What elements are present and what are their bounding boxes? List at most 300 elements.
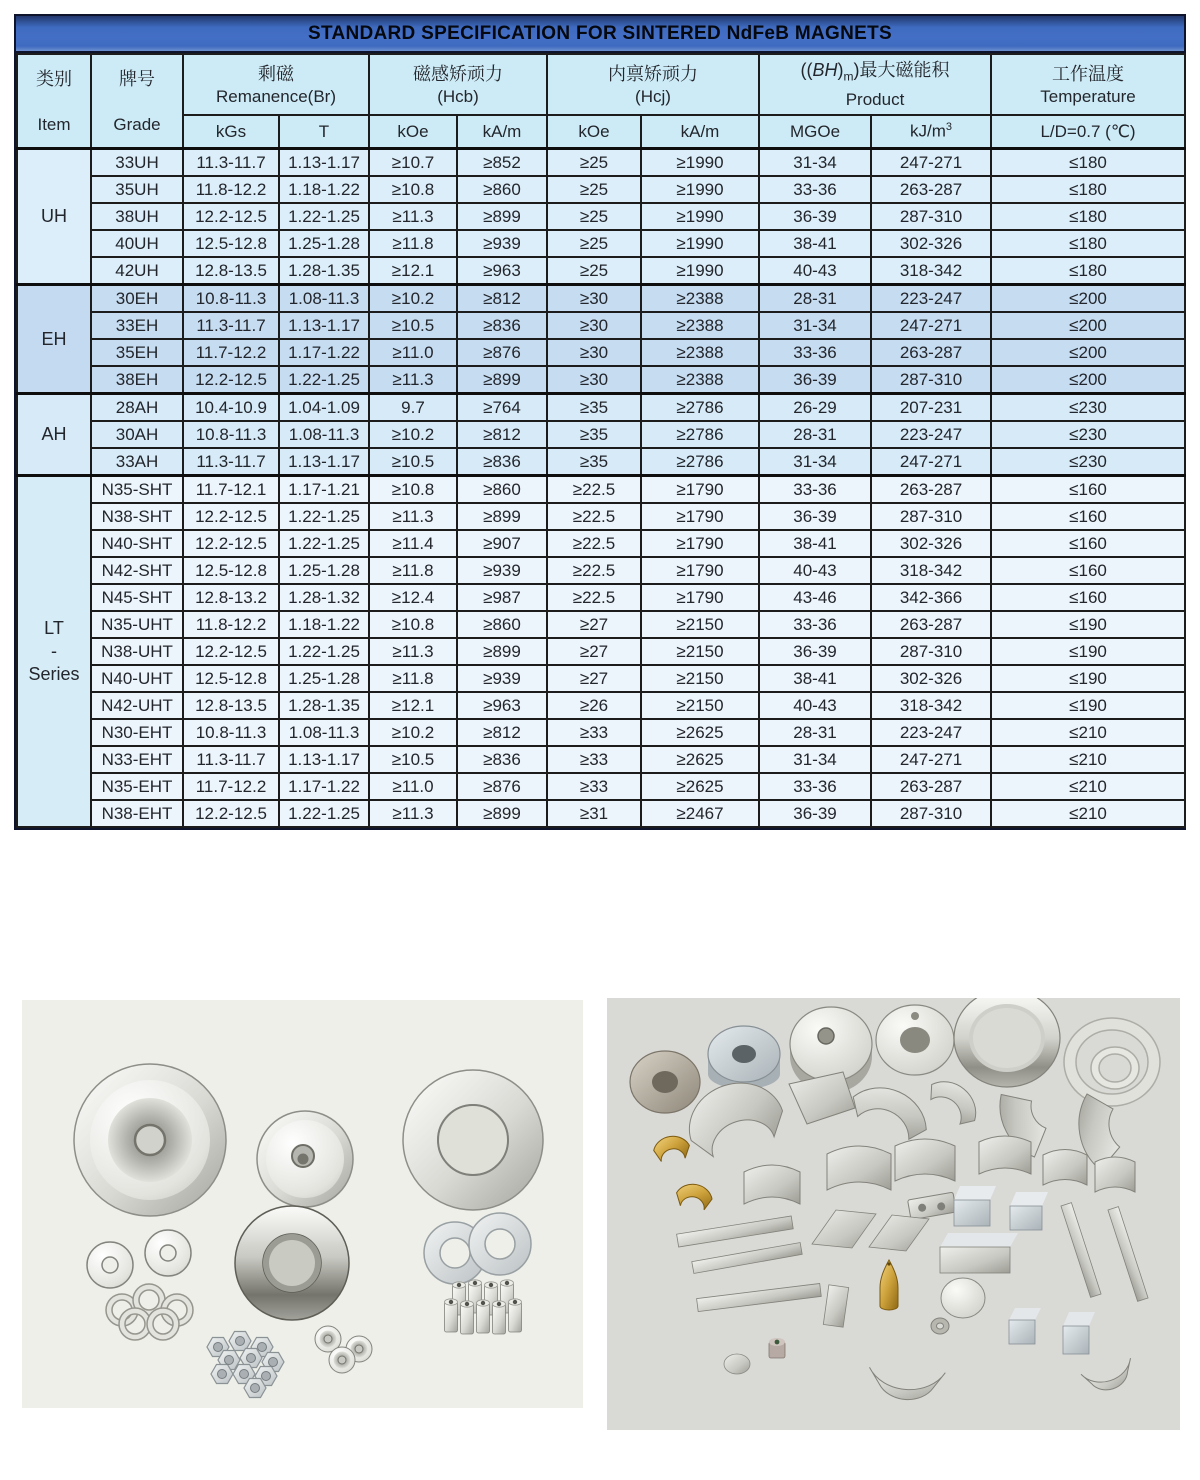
table-row <box>17 638 1185 665</box>
value-cell: ≥10.2 <box>369 421 457 448</box>
table-row <box>17 394 1185 422</box>
value-cell: ≥10.2 <box>369 285 457 313</box>
grade-cell: 33EH <box>91 312 183 339</box>
value-cell: ≥31 <box>547 800 641 827</box>
value-cell: 1.25-1.28 <box>279 665 369 692</box>
value-cell: ≥2625 <box>641 746 759 773</box>
value-cell: 36-39 <box>759 503 871 530</box>
value-cell: ≥1790 <box>641 503 759 530</box>
col-header-grade <box>91 54 183 149</box>
value-cell: ≥860 <box>457 611 547 638</box>
value-cell: ≥10.8 <box>369 611 457 638</box>
value-cell: 207-231 <box>871 394 991 422</box>
grade-cell: N35-UHT <box>91 611 183 638</box>
grade-cell: 28AH <box>91 394 183 422</box>
table-row <box>17 800 1185 827</box>
value-cell: ≥25 <box>547 230 641 257</box>
value-cell: ≤160 <box>991 476 1185 504</box>
round-nickel-magnets-illustration <box>22 1000 583 1408</box>
value-cell: ≤160 <box>991 503 1185 530</box>
value-cell: 318-342 <box>871 557 991 584</box>
value-cell: ≥2467 <box>641 800 759 827</box>
value-cell: 12.2-12.5 <box>183 203 279 230</box>
grade-cell: 40UH <box>91 230 183 257</box>
value-cell: ≥25 <box>547 149 641 177</box>
value-cell: ≥939 <box>457 230 547 257</box>
value-cell: 12.2-12.5 <box>183 800 279 827</box>
value-cell: 36-39 <box>759 366 871 394</box>
value-cell: 36-39 <box>759 800 871 827</box>
value-cell: 11.8-12.2 <box>183 176 279 203</box>
grade-header-cn: 牌号 <box>119 68 155 89</box>
value-cell: 263-287 <box>871 476 991 504</box>
value-cell: ≤200 <box>991 285 1185 313</box>
value-cell: 12.8-13.5 <box>183 692 279 719</box>
value-cell: ≥10.5 <box>369 746 457 773</box>
value-cell: 263-287 <box>871 773 991 800</box>
value-cell: ≥812 <box>457 285 547 313</box>
value-cell: 287-310 <box>871 203 991 230</box>
value-cell: 287-310 <box>871 366 991 394</box>
value-cell: ≥860 <box>457 476 547 504</box>
value-cell: ≥860 <box>457 176 547 203</box>
value-cell: ≤160 <box>991 584 1185 611</box>
spec-table <box>16 53 1186 828</box>
value-cell: 11.7-12.1 <box>183 476 279 504</box>
value-cell: 1.13-1.17 <box>279 746 369 773</box>
value-cell: 1.18-1.22 <box>279 176 369 203</box>
value-cell: ≥899 <box>457 366 547 394</box>
countersunk-magnet-large <box>74 1064 226 1216</box>
cube-block-a <box>954 1186 996 1226</box>
value-cell: 11.3-11.7 <box>183 746 279 773</box>
table-row <box>17 773 1185 800</box>
value-cell: ≥11.3 <box>369 503 457 530</box>
value-cell: 1.22-1.25 <box>279 530 369 557</box>
value-cell: ≥2625 <box>641 773 759 800</box>
group-label-uh: UH <box>17 149 91 285</box>
value-cell: 247-271 <box>871 312 991 339</box>
disc-magnet-with-hole <box>257 1111 353 1207</box>
assorted-magnet-shapes-illustration <box>607 998 1180 1430</box>
table-row <box>17 285 1185 313</box>
value-cell: ≥11.8 <box>369 230 457 257</box>
value-cell: 26-29 <box>759 394 871 422</box>
value-cell: ≥33 <box>547 773 641 800</box>
round-nickel-magnets-photo <box>22 1000 583 1408</box>
value-cell: 1.22-1.25 <box>279 638 369 665</box>
value-cell: ≥1990 <box>641 149 759 177</box>
polished-ring-magnet <box>235 1206 349 1320</box>
value-cell: ≥22.5 <box>547 584 641 611</box>
value-cell: ≥2388 <box>641 366 759 394</box>
value-cell: 247-271 <box>871 149 991 177</box>
value-cell: ≤190 <box>991 611 1185 638</box>
value-cell: ≤200 <box>991 339 1185 366</box>
value-cell: ≥33 <box>547 746 641 773</box>
ring-magnet-large <box>403 1070 543 1210</box>
value-cell: 11.7-12.2 <box>183 339 279 366</box>
value-cell: ≥812 <box>457 719 547 746</box>
table-row <box>17 149 1185 177</box>
steel-ring-magnet <box>630 1051 700 1113</box>
value-cell: 263-287 <box>871 611 991 638</box>
col-header-temperature: 工作温度 Temperature <box>991 54 1185 115</box>
value-cell: 12.5-12.8 <box>183 665 279 692</box>
flat-ring-magnet <box>876 1005 954 1075</box>
value-cell: ≥35 <box>547 421 641 448</box>
value-cell: ≥11.0 <box>369 773 457 800</box>
zinc-cylinder-magnet <box>708 1026 780 1089</box>
large-block-magnet <box>940 1233 1018 1273</box>
value-cell: 40-43 <box>759 257 871 285</box>
value-cell: ≥836 <box>457 312 547 339</box>
value-cell: 247-271 <box>871 746 991 773</box>
grade-cell: 38EH <box>91 366 183 394</box>
value-cell: ≥899 <box>457 203 547 230</box>
value-cell: 28-31 <box>759 285 871 313</box>
table-row <box>17 530 1185 557</box>
value-cell: 12.5-12.8 <box>183 230 279 257</box>
table-row <box>17 366 1185 394</box>
value-cell: 12.5-12.8 <box>183 557 279 584</box>
value-cell: 33-36 <box>759 176 871 203</box>
value-cell: 38-41 <box>759 530 871 557</box>
grade-cell: 35UH <box>91 176 183 203</box>
value-cell: ≤190 <box>991 692 1185 719</box>
value-cell: 342-366 <box>871 584 991 611</box>
value-cell: 11.3-11.7 <box>183 448 279 476</box>
grade-cell: 35EH <box>91 339 183 366</box>
value-cell: ≥25 <box>547 203 641 230</box>
value-cell: ≥899 <box>457 638 547 665</box>
value-cell: ≥25 <box>547 176 641 203</box>
value-cell: ≥25 <box>547 257 641 285</box>
value-cell: 11.3-11.7 <box>183 312 279 339</box>
table-row <box>17 421 1185 448</box>
value-cell: ≥2150 <box>641 665 759 692</box>
table-row <box>17 339 1185 366</box>
value-cell: ≤180 <box>991 230 1185 257</box>
value-cell: ≤180 <box>991 257 1185 285</box>
value-cell: 1.08-11.3 <box>279 719 369 746</box>
spec-table-body <box>17 149 1185 828</box>
grade-cell: N42-SHT <box>91 557 183 584</box>
grade-header-en: Grade <box>113 114 161 134</box>
value-cell: 1.04-1.09 <box>279 394 369 422</box>
value-cell: ≤210 <box>991 773 1185 800</box>
table-row <box>17 665 1185 692</box>
value-cell: 10.8-11.3 <box>183 285 279 313</box>
value-cell: ≤200 <box>991 366 1185 394</box>
table-row <box>17 176 1185 203</box>
group-label-eh: EH <box>17 285 91 394</box>
value-cell: ≥22.5 <box>547 530 641 557</box>
value-cell: ≥10.5 <box>369 312 457 339</box>
value-cell: 287-310 <box>871 638 991 665</box>
col-header-hcb: 磁感矫顽力 (Hcb) <box>369 54 547 115</box>
table-row <box>17 476 1185 504</box>
value-cell: 1.22-1.25 <box>279 203 369 230</box>
grade-cell: N35-EHT <box>91 773 183 800</box>
value-cell: ≥836 <box>457 448 547 476</box>
value-cell: ≥2786 <box>641 394 759 422</box>
value-cell: 302-326 <box>871 230 991 257</box>
value-cell: 31-34 <box>759 149 871 177</box>
value-cell: ≥12.1 <box>369 692 457 719</box>
value-cell: ≥33 <box>547 719 641 746</box>
value-cell: ≥11.0 <box>369 339 457 366</box>
value-cell: ≥35 <box>547 394 641 422</box>
value-cell: 1.17-1.22 <box>279 773 369 800</box>
disc-magnet-plain <box>941 1278 985 1318</box>
grade-cell: 30AH <box>91 421 183 448</box>
value-cell: ≥10.2 <box>369 719 457 746</box>
value-cell: ≥11.3 <box>369 203 457 230</box>
value-cell: ≥30 <box>547 339 641 366</box>
table-row <box>17 312 1185 339</box>
value-cell: 1.13-1.17 <box>279 312 369 339</box>
table-row <box>17 557 1185 584</box>
value-cell: 10.8-11.3 <box>183 719 279 746</box>
table-row <box>17 719 1185 746</box>
value-cell: 12.2-12.5 <box>183 503 279 530</box>
value-cell: ≤200 <box>991 312 1185 339</box>
value-cell: ≥1990 <box>641 203 759 230</box>
grade-cell: 33AH <box>91 448 183 476</box>
group-label-ah: AH <box>17 394 91 476</box>
table-row <box>17 746 1185 773</box>
value-cell: ≥907 <box>457 530 547 557</box>
subcol-hcb-koe: kOe <box>369 115 457 149</box>
value-cell: 12.2-12.5 <box>183 366 279 394</box>
grade-cell: N38-UHT <box>91 638 183 665</box>
value-cell: 1.08-11.3 <box>279 285 369 313</box>
value-cell: ≥30 <box>547 312 641 339</box>
value-cell: ≥2786 <box>641 421 759 448</box>
value-cell: ≥836 <box>457 746 547 773</box>
value-cell: 263-287 <box>871 176 991 203</box>
item-header-en: Item <box>37 114 71 134</box>
value-cell: ≥2388 <box>641 285 759 313</box>
value-cell: 38-41 <box>759 665 871 692</box>
value-cell: ≤190 <box>991 665 1185 692</box>
grade-cell: 42UH <box>91 257 183 285</box>
value-cell: 1.22-1.25 <box>279 366 369 394</box>
value-cell: 318-342 <box>871 257 991 285</box>
value-cell: ≥10.8 <box>369 476 457 504</box>
assorted-magnet-shapes-photo <box>607 998 1180 1430</box>
spec-sheet <box>14 14 1186 830</box>
value-cell: 302-326 <box>871 665 991 692</box>
value-cell: 318-342 <box>871 692 991 719</box>
value-cell: ≤230 <box>991 394 1185 422</box>
value-cell: ≥10.5 <box>369 448 457 476</box>
value-cell: ≤180 <box>991 176 1185 203</box>
value-cell: ≥1790 <box>641 476 759 504</box>
value-cell: ≤210 <box>991 800 1185 827</box>
value-cell: ≥27 <box>547 611 641 638</box>
subcol-mgoe: MGOe <box>759 115 871 149</box>
grade-cell: N35-SHT <box>91 476 183 504</box>
sheet-title-bar <box>16 16 1184 53</box>
value-cell: 223-247 <box>871 285 991 313</box>
value-cell: ≥1990 <box>641 230 759 257</box>
value-cell: 1.22-1.25 <box>279 800 369 827</box>
value-cell: ≥1790 <box>641 557 759 584</box>
value-cell: 1.25-1.28 <box>279 230 369 257</box>
value-cell: ≥852 <box>457 149 547 177</box>
value-cell: ≥22.5 <box>547 476 641 504</box>
table-row <box>17 230 1185 257</box>
value-cell: ≥11.8 <box>369 557 457 584</box>
table-row <box>17 692 1185 719</box>
subcol-t: T <box>279 115 369 149</box>
grade-cell: N38-EHT <box>91 800 183 827</box>
subcol-hcj-kam: kA/m <box>641 115 759 149</box>
subcol-ld: L/D=0.7 (℃) <box>991 115 1185 149</box>
value-cell: ≥22.5 <box>547 557 641 584</box>
cube-block-b <box>1010 1192 1048 1230</box>
table-row <box>17 448 1185 476</box>
value-cell: ≥2388 <box>641 339 759 366</box>
subcol-hcj-koe: kOe <box>547 115 641 149</box>
table-row <box>17 584 1185 611</box>
grade-cell: N45-SHT <box>91 584 183 611</box>
grade-cell: N38-SHT <box>91 503 183 530</box>
value-cell: ≥11.3 <box>369 800 457 827</box>
value-cell: ≥26 <box>547 692 641 719</box>
tiny-cylinder-magnet <box>769 1338 785 1358</box>
value-cell: ≥2150 <box>641 611 759 638</box>
value-cell: ≥27 <box>547 638 641 665</box>
value-cell: ≥10.7 <box>369 149 457 177</box>
value-cell: ≥27 <box>547 665 641 692</box>
col-header-product: $((BH)_m)$最大磁能积 Product <box>759 54 991 115</box>
value-cell: 1.28-1.35 <box>279 692 369 719</box>
value-cell: 12.8-13.2 <box>183 584 279 611</box>
value-cell: 11.8-12.2 <box>183 611 279 638</box>
col-header-item <box>17 54 91 149</box>
value-cell: 33-36 <box>759 773 871 800</box>
value-cell: 1.18-1.22 <box>279 611 369 638</box>
value-cell: 247-271 <box>871 448 991 476</box>
table-row <box>17 203 1185 230</box>
value-cell: 33-36 <box>759 339 871 366</box>
value-cell: ≥11.3 <box>369 638 457 665</box>
value-cell: 33-36 <box>759 476 871 504</box>
value-cell: 38-41 <box>759 230 871 257</box>
grade-cell: N40-UHT <box>91 665 183 692</box>
value-cell: ≥1990 <box>641 176 759 203</box>
value-cell: 31-34 <box>759 746 871 773</box>
group-label-lt: LT - Series <box>17 476 91 828</box>
grade-cell: N33-EHT <box>91 746 183 773</box>
value-cell: 1.28-1.35 <box>279 257 369 285</box>
value-cell: ≤190 <box>991 638 1185 665</box>
value-cell: 33-36 <box>759 611 871 638</box>
value-cell: ≤160 <box>991 530 1185 557</box>
value-cell: ≥899 <box>457 800 547 827</box>
value-cell: 11.7-12.2 <box>183 773 279 800</box>
value-cell: 263-287 <box>871 339 991 366</box>
value-cell: ≤210 <box>991 746 1185 773</box>
value-cell: ≥899 <box>457 503 547 530</box>
value-cell: 40-43 <box>759 692 871 719</box>
value-cell: 28-31 <box>759 719 871 746</box>
table-row <box>17 611 1185 638</box>
value-cell: 1.17-1.21 <box>279 476 369 504</box>
value-cell: ≥876 <box>457 773 547 800</box>
value-cell: 1.25-1.28 <box>279 557 369 584</box>
value-cell: ≥2786 <box>641 448 759 476</box>
tiny-disc-magnet <box>724 1354 750 1374</box>
value-cell: 36-39 <box>759 638 871 665</box>
value-cell: ≤180 <box>991 149 1185 177</box>
value-cell: 1.28-1.32 <box>279 584 369 611</box>
grade-cell: 30EH <box>91 285 183 313</box>
value-cell: 1.22-1.25 <box>279 503 369 530</box>
item-header-cn: 类别 <box>36 68 72 89</box>
value-cell: ≤230 <box>991 421 1185 448</box>
value-cell: 9.7 <box>369 394 457 422</box>
value-cell: 31-34 <box>759 312 871 339</box>
value-cell: ≥12.1 <box>369 257 457 285</box>
value-cell: ≥2150 <box>641 638 759 665</box>
table-row <box>17 257 1185 285</box>
value-cell: ≥939 <box>457 665 547 692</box>
value-cell: ≥2388 <box>641 312 759 339</box>
value-cell: ≥939 <box>457 557 547 584</box>
subcol-kgs: kGs <box>183 115 279 149</box>
value-cell: 1.17-1.22 <box>279 339 369 366</box>
value-cell: ≤210 <box>991 719 1185 746</box>
value-cell: ≥963 <box>457 257 547 285</box>
value-cell: ≤230 <box>991 448 1185 476</box>
value-cell: 10.4-10.9 <box>183 394 279 422</box>
spec-table-header <box>17 54 1185 149</box>
subcol-hcb-kam: kA/m <box>457 115 547 149</box>
value-cell: 12.2-12.5 <box>183 638 279 665</box>
value-cell: ≥1790 <box>641 584 759 611</box>
value-cell: ≥987 <box>457 584 547 611</box>
col-header-remanence: 剩磁 Remanence(Br) <box>183 54 369 115</box>
value-cell: ≥2625 <box>641 719 759 746</box>
value-cell: ≤160 <box>991 557 1185 584</box>
value-cell: 1.08-11.3 <box>279 421 369 448</box>
grade-cell: 38UH <box>91 203 183 230</box>
table-row <box>17 503 1185 530</box>
value-cell: 287-310 <box>871 503 991 530</box>
value-cell: ≥30 <box>547 366 641 394</box>
grade-cell: N40-SHT <box>91 530 183 557</box>
value-cell: ≥876 <box>457 339 547 366</box>
sheet-title: STANDARD SPECIFICATION FOR SINTERED NdFeB MAGNETS <box>307 22 892 44</box>
value-cell: 302-326 <box>871 530 991 557</box>
value-cell: 12.8-13.5 <box>183 257 279 285</box>
subcol-kjm3: $kJ/m^3$ <box>871 115 991 149</box>
grade-cell: 33UH <box>91 149 183 177</box>
value-cell: ≥11.8 <box>369 665 457 692</box>
value-cell: ≥35 <box>547 448 641 476</box>
col-header-hcj: 内禀矫顽力 (Hcj) <box>547 54 759 115</box>
value-cell: ≥1790 <box>641 530 759 557</box>
value-cell: ≥30 <box>547 285 641 313</box>
value-cell: 223-247 <box>871 719 991 746</box>
value-cell: ≥10.8 <box>369 176 457 203</box>
value-cell: ≥764 <box>457 394 547 422</box>
value-cell: ≥12.4 <box>369 584 457 611</box>
